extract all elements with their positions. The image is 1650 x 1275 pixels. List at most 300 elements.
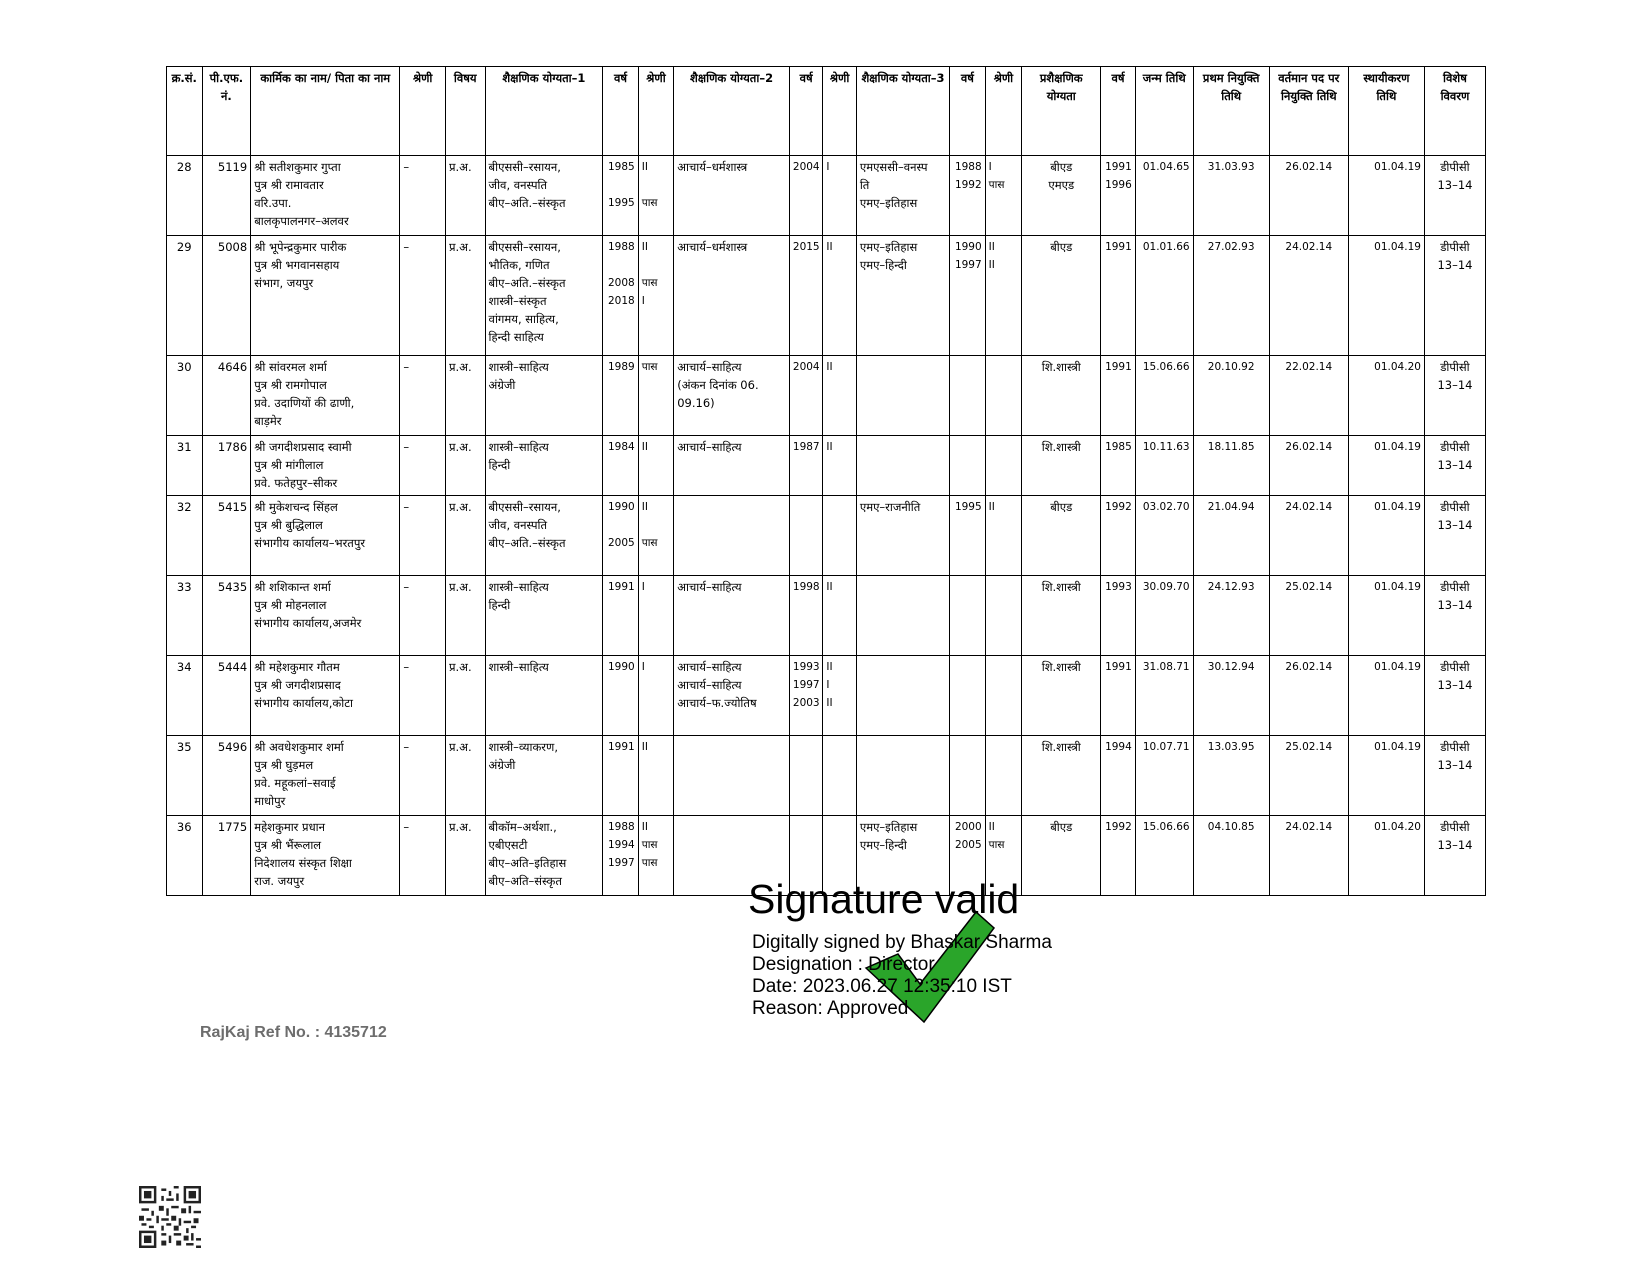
cell-name — [251, 736, 400, 816]
cell-line: शि.शास्त्री — [1041, 440, 1081, 454]
cell-q3 — [856, 656, 949, 736]
cell-sno: 34 — [167, 656, 203, 736]
cell-y2 — [789, 496, 822, 576]
cell-pf: 1775 — [202, 816, 251, 896]
cell-q3 — [856, 576, 949, 656]
cell-first: 04.10.85 — [1193, 816, 1269, 896]
cell-subject: प्र.अ. — [445, 236, 485, 356]
cell-category: – — [400, 236, 446, 356]
cell-first: 24.12.93 — [1193, 576, 1269, 656]
cell-line: 2015 — [792, 241, 820, 253]
cell-line: 1997 — [608, 857, 635, 869]
cell-category: – — [400, 496, 446, 576]
cell-remark — [1424, 736, 1485, 816]
cell-line: पुत्र श्री मोहनलाल — [254, 598, 327, 612]
cell-line: शास्त्री–साहित्य — [488, 360, 549, 374]
cell-q2 — [674, 656, 790, 736]
cell-g3 — [985, 436, 1022, 496]
cell-line: 1991 — [1105, 661, 1132, 673]
cell-dob: 30.09.70 — [1135, 576, 1193, 656]
cell-line: I — [826, 161, 830, 173]
cell-line: 13–14 — [1437, 838, 1473, 852]
cell-g1 — [638, 576, 674, 656]
cell-name — [251, 156, 400, 236]
cell-line: पास — [641, 839, 658, 851]
cell-py — [1101, 736, 1135, 816]
cell-line — [642, 516, 671, 534]
cell-line: एमए–इतिहास — [859, 196, 918, 210]
table-row — [167, 496, 1486, 576]
cell-remark — [1424, 816, 1485, 896]
cell-line: बीएससी–रसायन, — [488, 240, 561, 254]
cell-q1 — [485, 736, 603, 816]
table-row — [167, 656, 1486, 736]
cell-subject: प्र.अ. — [445, 156, 485, 236]
cell-g1 — [638, 356, 674, 436]
cell-g3 — [985, 736, 1022, 816]
cell-line: II — [641, 241, 648, 253]
cell-line: II — [826, 697, 833, 709]
cell-line: एमए–इतिहास — [859, 820, 918, 834]
cell-g1 — [638, 236, 674, 356]
col-header: पी.एफ. नं. — [202, 67, 251, 156]
cell-line: पुत्र श्री भैंरूलाल — [254, 838, 322, 852]
cell-py — [1101, 496, 1135, 576]
signature-signer: Digitally signed by Bhaskar Sharma — [752, 932, 1052, 953]
cell-first: 18.11.85 — [1193, 436, 1269, 496]
cell-line: 1996 — [1105, 179, 1132, 191]
cell-line: 2018 — [608, 295, 635, 307]
cell-current: 24.02.14 — [1269, 236, 1348, 356]
cell-line: एमए–राजनीति — [859, 500, 921, 514]
digital-signature-stamp — [748, 876, 1168, 1026]
cell-line: II — [641, 161, 648, 173]
cell-y1 — [603, 236, 639, 356]
cell-line: शास्त्री–साहित्य — [488, 580, 549, 594]
cell-line: श्री सांवरमल शर्मा — [254, 360, 327, 374]
col-header: कार्मिक का नाम/ पिता का नाम — [251, 67, 400, 156]
cell-py — [1101, 436, 1135, 496]
cell-line: 1995 — [608, 197, 635, 209]
cell-line: डीपीसी — [1440, 740, 1470, 754]
cell-line: एमए–इतिहास — [859, 240, 918, 254]
cell-q3 — [856, 736, 949, 816]
cell-line: II — [988, 821, 995, 833]
cell-subject: प्र.अ. — [445, 436, 485, 496]
cell-sno: 36 — [167, 816, 203, 896]
cell-first: 13.03.95 — [1193, 736, 1269, 816]
cell-line: 1997 — [954, 259, 982, 271]
cell-line: 2003 — [792, 697, 820, 709]
cell-line: डीपीसी — [1440, 500, 1470, 514]
cell-line: बीएड — [1050, 240, 1073, 254]
cell-q2 — [674, 736, 790, 816]
cell-line: 13–14 — [1437, 258, 1473, 272]
cell-line: 1992 — [1105, 821, 1132, 833]
cell-line: 13–14 — [1437, 378, 1473, 392]
cell-y2 — [789, 156, 822, 236]
cell-remark — [1424, 436, 1485, 496]
cell-q2 — [674, 356, 790, 436]
cell-name — [251, 356, 400, 436]
cell-y3 — [950, 356, 986, 436]
cell-line: 1985 — [608, 161, 635, 173]
cell-remark — [1424, 576, 1485, 656]
col-header: जन्म तिथि — [1135, 67, 1193, 156]
cell-line: श्री जगदीशप्रसाद स्वामी — [254, 440, 352, 454]
cell-name — [251, 236, 400, 356]
cell-line: II — [826, 581, 833, 593]
cell-g2 — [823, 436, 856, 496]
cell-q3 — [856, 436, 949, 496]
cell-y1 — [603, 436, 639, 496]
cell-line: 1984 — [608, 441, 635, 453]
cell-line: 1985 — [1105, 441, 1132, 453]
cell-y1 — [603, 356, 639, 436]
cell-prof — [1022, 236, 1101, 356]
cell-first: 20.10.92 — [1193, 356, 1269, 436]
cell-line: श्री मुकेशचन्द सिंहल — [254, 500, 338, 514]
cell-py — [1101, 656, 1135, 736]
cell-name — [251, 656, 400, 736]
cell-line: एमए–हिन्दी — [859, 258, 907, 272]
cell-y3 — [950, 436, 986, 496]
cell-line: बीए–अति.–संस्कृत — [488, 196, 566, 210]
cell-dob: 15.06.66 — [1135, 816, 1193, 896]
cell-first: 27.02.93 — [1193, 236, 1269, 356]
cell-name — [251, 436, 400, 496]
cell-g1 — [638, 156, 674, 236]
col-header: क्र.सं. — [167, 67, 203, 156]
cell-confirm: 01.04.19 — [1348, 236, 1424, 356]
cell-line: पुत्र श्री घुड़मल — [254, 758, 314, 772]
cell-confirm: 01.04.20 — [1348, 356, 1424, 436]
cell-line: II — [988, 501, 995, 513]
cell-pf: 5008 — [202, 236, 251, 356]
cell-category: – — [400, 356, 446, 436]
cell-g3 — [985, 576, 1022, 656]
col-header: शैक्षणिक योग्यता–1 — [485, 67, 603, 156]
cell-current: 25.02.14 — [1269, 736, 1348, 816]
cell-prof — [1022, 436, 1101, 496]
cell-line: बीएड — [1050, 160, 1073, 174]
header-row — [167, 67, 1486, 156]
cell-py — [1101, 356, 1135, 436]
cell-line: 1994 — [1105, 741, 1132, 753]
cell-line: शि.शास्त्री — [1041, 360, 1081, 374]
cell-line: श्री शशिकान्त शर्मा — [254, 580, 331, 594]
cell-line: श्री महेशकुमार गौतम — [254, 660, 340, 674]
cell-q3 — [856, 156, 949, 236]
cell-current: 26.02.14 — [1269, 436, 1348, 496]
cell-first: 21.04.94 — [1193, 496, 1269, 576]
cell-prof — [1022, 156, 1101, 236]
cell-line: बाड़मेर — [254, 414, 282, 428]
cell-remark — [1424, 356, 1485, 436]
signature-reason: Reason: Approved — [752, 998, 909, 1019]
cell-g2 — [823, 236, 856, 356]
signature-designation: Designation : Director — [752, 954, 935, 975]
cell-line: एमएससी–वनस्प — [859, 160, 928, 174]
cell-line: शास्त्री–संस्कृत — [488, 294, 547, 308]
cell-confirm: 01.04.19 — [1348, 576, 1424, 656]
cell-line: निदेशालय संस्कृत शिक्षा — [254, 856, 352, 870]
cell-dob: 01.01.66 — [1135, 236, 1193, 356]
cell-line: बीए–अति.–संस्कृत — [488, 276, 566, 290]
cell-line: भौतिक, गणित — [488, 258, 550, 272]
cell-sno: 28 — [167, 156, 203, 236]
cell-g3 — [985, 156, 1022, 236]
cell-g3 — [985, 236, 1022, 356]
cell-line: 13–14 — [1437, 758, 1473, 772]
cell-line: II — [826, 361, 833, 373]
col-header: विशेष विवरण — [1424, 67, 1485, 156]
cell-prof — [1022, 656, 1101, 736]
cell-line: पास — [641, 361, 658, 373]
table-row — [167, 576, 1486, 656]
cell-line: बीएड — [1050, 820, 1073, 834]
col-header: शैक्षणिक योग्यता–3 — [856, 67, 949, 156]
cell-prof — [1022, 576, 1101, 656]
cell-line: पास — [988, 839, 1005, 851]
cell-py — [1101, 156, 1135, 236]
cell-q1 — [485, 496, 603, 576]
cell-q1 — [485, 436, 603, 496]
cell-prof — [1022, 736, 1101, 816]
cell-dob: 31.08.71 — [1135, 656, 1193, 736]
cell-current: 26.02.14 — [1269, 656, 1348, 736]
cell-line: डीपीसी — [1440, 660, 1470, 674]
cell-g1 — [638, 436, 674, 496]
cell-line: पुत्र श्री रामगोपाल — [254, 378, 327, 392]
cell-y3 — [950, 156, 986, 236]
cell-line: 1991 — [1105, 241, 1132, 253]
cell-sno: 32 — [167, 496, 203, 576]
signature-status: Signature valid — [748, 876, 1020, 922]
cell-line: एमए–हिन्दी — [859, 838, 907, 852]
cell-sno: 33 — [167, 576, 203, 656]
table-row — [167, 356, 1486, 436]
cell-y1 — [603, 656, 639, 736]
cell-line: पास — [641, 537, 658, 549]
cell-line: 2000 — [954, 821, 982, 833]
cell-current: 24.02.14 — [1269, 816, 1348, 896]
cell-line: 1988 — [608, 821, 635, 833]
cell-dob: 10.11.63 — [1135, 436, 1193, 496]
cell-g2 — [823, 576, 856, 656]
cell-y2 — [789, 656, 822, 736]
cell-dob: 10.07.71 — [1135, 736, 1193, 816]
cell-confirm: 01.04.19 — [1348, 156, 1424, 236]
cell-line: 2004 — [792, 361, 820, 373]
cell-line: माधोपुर — [254, 794, 286, 808]
cell-line: 2004 — [792, 161, 820, 173]
cell-line: शि.शास्त्री — [1041, 740, 1081, 754]
cell-confirm: 01.04.19 — [1348, 656, 1424, 736]
cell-g2 — [823, 356, 856, 436]
col-header: श्रेणी — [985, 67, 1022, 156]
cell-q2 — [674, 496, 790, 576]
cell-line: 1987 — [792, 441, 820, 453]
cell-dob: 15.06.66 — [1135, 356, 1193, 436]
cell-prof — [1022, 496, 1101, 576]
cell-line: शि.शास्त्री — [1041, 660, 1081, 674]
cell-line — [606, 256, 635, 274]
cell-line: आचार्य–धर्मशास्त्र — [677, 160, 748, 174]
cell-q1 — [485, 656, 603, 736]
cell-g2 — [823, 496, 856, 576]
cell-sno: 29 — [167, 236, 203, 356]
cell-line: 1992 — [954, 179, 982, 191]
cell-y1 — [603, 156, 639, 236]
cell-g2 — [823, 156, 856, 236]
cell-line: बीए–अति–इतिहास — [488, 856, 567, 870]
cell-q1 — [485, 236, 603, 356]
col-header: श्रेणी — [400, 67, 446, 156]
cell-line: श्री अवधेशकुमार शर्मा — [254, 740, 344, 754]
cell-subject: प्र.अ. — [445, 656, 485, 736]
cell-line: I — [826, 679, 830, 691]
cell-line — [642, 256, 671, 274]
cell-line: I — [988, 161, 992, 173]
cell-prof — [1022, 356, 1101, 436]
cell-q3 — [856, 496, 949, 576]
cell-pf: 5435 — [202, 576, 251, 656]
col-header: वर्तमान पद पर नियुक्ति तिथि — [1269, 67, 1348, 156]
cell-q1 — [485, 816, 603, 896]
cell-line: बालकृपालनगर–अलवर — [254, 214, 349, 228]
cell-pf: 5444 — [202, 656, 251, 736]
cell-line: प्रवे. महूकलां–सवाई — [254, 776, 336, 790]
cell-line: आचार्य–साहित्य — [677, 360, 742, 374]
cell-py — [1101, 576, 1135, 656]
cell-y3 — [950, 496, 986, 576]
cell-line: एमएड — [1048, 178, 1075, 192]
cell-line: अंग्रेजी — [488, 758, 516, 772]
cell-category: – — [400, 656, 446, 736]
cell-line: पास — [641, 197, 658, 209]
cell-line: पुत्र श्री बुद्धिलाल — [254, 518, 323, 532]
cell-line: आचार्य–साहित्य — [677, 678, 742, 692]
cell-line: ति — [859, 178, 870, 192]
cell-line: II — [826, 441, 833, 453]
cell-subject: प्र.अ. — [445, 816, 485, 896]
cell-line: 1990 — [608, 661, 635, 673]
cell-y1 — [603, 736, 639, 816]
cell-line: 1991 — [1105, 161, 1132, 173]
table-body — [167, 156, 1486, 896]
col-header: वर्ष — [950, 67, 986, 156]
cell-q3 — [856, 356, 949, 436]
cell-line — [606, 176, 635, 194]
cell-line: 13–14 — [1437, 178, 1473, 192]
cell-line: पास — [988, 179, 1005, 191]
cell-remark — [1424, 156, 1485, 236]
cell-line: बीएड — [1050, 500, 1073, 514]
cell-line: 1991 — [1105, 361, 1132, 373]
signature-details — [752, 932, 1052, 1020]
cell-pf: 4646 — [202, 356, 251, 436]
cell-g1 — [638, 656, 674, 736]
cell-confirm: 01.04.19 — [1348, 436, 1424, 496]
cell-q2 — [674, 436, 790, 496]
cell-line: II — [988, 259, 995, 271]
cell-subject: प्र.अ. — [445, 736, 485, 816]
col-header: श्रेणी — [823, 67, 856, 156]
cell-current: 26.02.14 — [1269, 156, 1348, 236]
cell-line: 1995 — [954, 501, 982, 513]
qr-code — [139, 1186, 201, 1248]
cell-line: हिन्दी — [488, 458, 511, 472]
cell-line: 1994 — [608, 839, 635, 851]
cell-q1 — [485, 576, 603, 656]
cell-first: 31.03.93 — [1193, 156, 1269, 236]
cell-line: शि.शास्त्री — [1041, 580, 1081, 594]
cell-line: जीव, वनस्पति — [488, 518, 548, 532]
cell-line: II — [641, 501, 648, 513]
col-header: प्रशैक्षणिक योग्यता — [1022, 67, 1101, 156]
cell-line: संभागीय कार्यालय,कोटा — [254, 696, 353, 710]
cell-line: डीपीसी — [1440, 240, 1470, 254]
cell-line: संभागीय कार्यालय,अजमेर — [254, 616, 362, 630]
table-row — [167, 436, 1486, 496]
cell-subject: प्र.अ. — [445, 356, 485, 436]
cell-y3 — [950, 236, 986, 356]
cell-line: श्री सतीशकुमार गुप्ता — [254, 160, 341, 174]
cell-line: पुत्र श्री मांगीलाल — [254, 458, 324, 472]
cell-line: आचार्य–साहित्य — [677, 440, 742, 454]
cell-line: II — [826, 241, 833, 253]
cell-line: II — [826, 661, 833, 673]
cell-g2 — [823, 656, 856, 736]
cell-line: 1990 — [954, 241, 982, 253]
cell-y2 — [789, 736, 822, 816]
cell-line: 2008 — [608, 277, 635, 289]
cell-line: जीव, वनस्पति — [488, 178, 548, 192]
cell-line: राज. जयपुर — [254, 874, 305, 888]
col-header: स्थायीकरण तिथि — [1348, 67, 1424, 156]
cell-line: पुत्र श्री जगदीशप्रसाद — [254, 678, 341, 692]
cell-line: 13–14 — [1437, 458, 1473, 472]
col-header: वर्ष — [603, 67, 639, 156]
cell-category: – — [400, 736, 446, 816]
cell-line: हिन्दी — [488, 598, 511, 612]
cell-line: आचार्य–साहित्य — [677, 580, 742, 594]
cell-y3 — [950, 576, 986, 656]
cell-line: पास — [641, 857, 658, 869]
cell-line: संभाग, जयपुर — [254, 276, 314, 290]
cell-first: 30.12.94 — [1193, 656, 1269, 736]
cell-line: 13–14 — [1437, 678, 1473, 692]
col-header: विषय — [445, 67, 485, 156]
cell-y1 — [603, 576, 639, 656]
cell-line: 1997 — [792, 679, 820, 691]
cell-line: आचार्य–साहित्य — [677, 660, 742, 674]
cell-g3 — [985, 656, 1022, 736]
cell-line: 1989 — [608, 361, 635, 373]
cell-line: शास्त्री–साहित्य — [488, 660, 549, 674]
cell-current: 22.02.14 — [1269, 356, 1348, 436]
cell-category: – — [400, 576, 446, 656]
cell-line: पुत्र श्री रामावतार — [254, 178, 324, 192]
cell-y2 — [789, 356, 822, 436]
cell-line: आचार्य–धर्मशास्त्र — [677, 240, 748, 254]
cell-subject: प्र.अ. — [445, 576, 485, 656]
cell-line: पुत्र श्री भगवानसहाय — [254, 258, 340, 272]
col-header: श्रेणी — [638, 67, 674, 156]
cell-category: – — [400, 436, 446, 496]
cell-subject: प्र.अ. — [445, 496, 485, 576]
